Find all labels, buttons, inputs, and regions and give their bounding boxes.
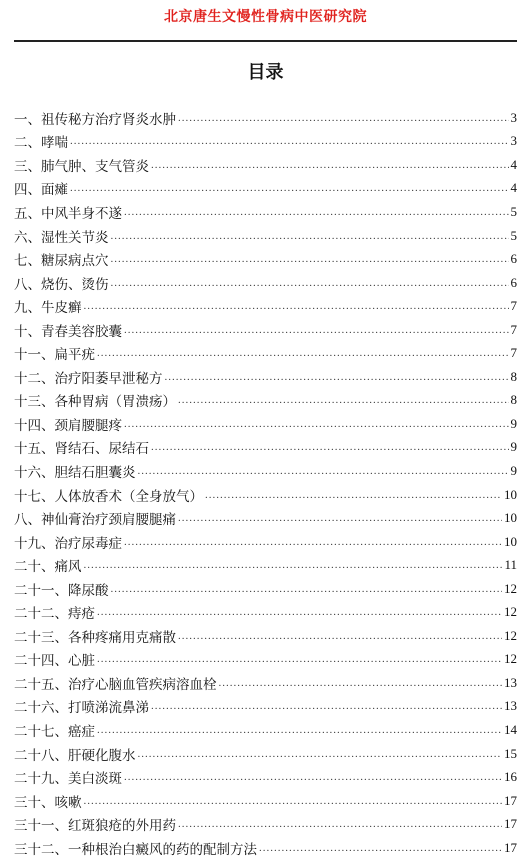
toc-entry-label: 一、祖传秘方治疗肾炎水肿 xyxy=(14,111,176,128)
toc-leader-dots xyxy=(84,795,503,807)
toc-entry-label: 二十、痛风 xyxy=(14,559,82,576)
toc-entry xyxy=(14,718,517,742)
toc-entry xyxy=(14,765,517,789)
toc-entry xyxy=(14,412,517,436)
toc-entry-label: 二十四、心脏 xyxy=(14,653,95,670)
toc-entry-page: 15 xyxy=(504,745,517,761)
toc-entry-page: 6 xyxy=(510,251,517,267)
toc-leader-dots xyxy=(124,324,509,336)
toc-leader-dots xyxy=(97,653,502,665)
toc-entry-page: 4 xyxy=(510,180,517,196)
toc-entry-label: 四、面瘫 xyxy=(14,182,68,199)
toc-entry-page: 4 xyxy=(510,156,517,172)
toc-entry xyxy=(14,177,517,201)
toc-entry-page: 10 xyxy=(504,533,517,549)
toc-entry-page: 10 xyxy=(504,510,517,526)
toc-entry-label: 三十二、一种根治白癜风的药的配制方法 xyxy=(14,841,257,858)
document-header: 北京唐生文慢性骨病中医研究院 xyxy=(164,9,367,25)
toc-entry-label: 五、中风半身不遂 xyxy=(14,205,122,222)
toc-leader-dots xyxy=(151,700,502,712)
toc-entry xyxy=(14,553,517,577)
toc-entry-page: 9 xyxy=(510,462,517,478)
toc-entry-label: 二十七、癌症 xyxy=(14,723,95,740)
toc-leader-dots xyxy=(138,748,503,760)
toc-leader-dots xyxy=(219,677,503,689)
toc-entry xyxy=(14,247,517,271)
toc-entry-page: 8 xyxy=(510,392,517,408)
toc-entry-label: 十、青春美容胶囊 xyxy=(14,323,122,340)
toc-entry xyxy=(14,341,517,365)
toc-entry-label: 二十三、各种疼痛用克痛散 xyxy=(14,629,176,646)
toc-leader-dots xyxy=(178,818,502,830)
toc-entry xyxy=(14,530,517,554)
toc-entry-page: 8 xyxy=(510,368,517,384)
toc-entry-label: 三十一、红斑狼疮的外用药 xyxy=(14,818,176,835)
toc-entry xyxy=(14,153,517,177)
toc-entry-page: 17 xyxy=(504,816,517,832)
toc-leader-dots xyxy=(124,771,502,783)
toc-entry-page: 9 xyxy=(510,439,517,455)
toc-entry-page: 7 xyxy=(510,321,517,337)
toc-leader-dots xyxy=(124,206,509,218)
toc-leader-dots xyxy=(178,394,509,406)
toc-entry xyxy=(14,789,517,813)
toc-entry-label: 十四、颈肩腰腿疼 xyxy=(14,417,122,434)
toc-entry-page: 12 xyxy=(504,627,517,643)
toc-entry xyxy=(14,130,517,154)
toc-entry-label: 二十二、痔疮 xyxy=(14,606,95,623)
toc-entry-label: 十五、肾结石、尿结石 xyxy=(14,441,149,458)
toc-entry-label: 十三、各种胃病（胃溃疡） xyxy=(14,394,176,411)
toc-entry xyxy=(14,271,517,295)
toc-entry xyxy=(14,459,517,483)
toc-entry-page: 13 xyxy=(504,674,517,690)
toc-leader-dots xyxy=(97,347,509,359)
toc-entry-label: 十九、治疗尿毒症 xyxy=(14,535,122,552)
toc-entry xyxy=(14,742,517,766)
toc-leader-dots xyxy=(97,724,502,736)
header-divider xyxy=(14,40,517,42)
toc-entry xyxy=(14,224,517,248)
toc-entry-label: 十七、人体放香术（全身放气） xyxy=(14,488,203,505)
toc-entry xyxy=(14,648,517,672)
toc-entry-label: 二十一、降尿酸 xyxy=(14,582,109,599)
toc-entry-page: 17 xyxy=(504,839,517,855)
toc-entry xyxy=(14,624,517,648)
toc-leader-dots xyxy=(259,842,502,854)
toc-entry-page: 3 xyxy=(510,133,517,149)
toc-entry-page: 16 xyxy=(504,769,517,785)
toc-leader-dots xyxy=(165,371,509,383)
toc-entry xyxy=(14,106,517,130)
toc-entry-label: 三、肺气肿、支气管炎 xyxy=(14,158,149,175)
toc-leader-dots xyxy=(151,159,509,171)
toc-entry-page: 10 xyxy=(504,486,517,502)
toc-leader-dots xyxy=(70,135,509,147)
toc-leader-dots xyxy=(111,583,503,595)
toc-entry-page: 5 xyxy=(510,227,517,243)
toc-leader-dots xyxy=(111,230,509,242)
toc-entry-label: 二十八、肝硬化腹水 xyxy=(14,747,136,764)
toc-entry xyxy=(14,389,517,413)
toc-entry-page: 6 xyxy=(510,274,517,290)
toc-list xyxy=(14,106,517,860)
toc-entry-label: 六、湿性关节炎 xyxy=(14,229,109,246)
toc-entry-label: 十二、治疗阳萎早泄秘方 xyxy=(14,370,163,387)
toc-entry-label: 二十五、治疗心脑血管疾病溶血栓 xyxy=(14,676,217,693)
toc-entry-label: 七、糖尿病点穴 xyxy=(14,253,109,270)
toc-entry xyxy=(14,294,517,318)
toc-title: 目录 xyxy=(247,62,284,83)
toc-leader-dots xyxy=(205,489,502,501)
toc-entry-page: 13 xyxy=(504,698,517,714)
toc-entry xyxy=(14,365,517,389)
toc-entry-label: 八、神仙膏治疗颈肩腰腿痛 xyxy=(14,512,176,529)
toc-leader-dots xyxy=(178,630,502,642)
toc-entry xyxy=(14,836,517,860)
toc-entry xyxy=(14,600,517,624)
toc-entry xyxy=(14,200,517,224)
toc-leader-dots xyxy=(124,418,509,430)
toc-leader-dots xyxy=(178,112,509,124)
toc-leader-dots xyxy=(178,512,502,524)
toc-entry-label: 三十、咳嗽 xyxy=(14,794,82,811)
toc-leader-dots xyxy=(70,182,509,194)
toc-entry xyxy=(14,318,517,342)
toc-entry-label: 二十九、美白淡斑 xyxy=(14,771,122,788)
toc-leader-dots xyxy=(97,606,502,618)
toc-entry-page: 7 xyxy=(510,298,517,314)
toc-entry-page: 17 xyxy=(504,792,517,808)
toc-entry xyxy=(14,577,517,601)
toc-entry xyxy=(14,812,517,836)
toc-entry-page: 12 xyxy=(504,580,517,596)
toc-entry-page: 11 xyxy=(504,557,517,573)
toc-leader-dots xyxy=(111,277,509,289)
toc-entry-label: 十六、胆结石胆囊炎 xyxy=(14,464,136,481)
toc-leader-dots xyxy=(151,441,509,453)
toc-entry-page: 12 xyxy=(504,651,517,667)
toc-entry-label: 十一、扁平疣 xyxy=(14,347,95,364)
toc-leader-dots xyxy=(84,559,503,571)
toc-entry xyxy=(14,483,517,507)
toc-entry xyxy=(14,436,517,460)
toc-entry-label: 八、烧伤、烫伤 xyxy=(14,276,109,293)
toc-entry-page: 3 xyxy=(510,109,517,125)
toc-entry-label: 二、哮喘 xyxy=(14,135,68,152)
toc-entry-label: 九、牛皮癣 xyxy=(14,300,82,317)
toc-leader-dots xyxy=(111,253,509,265)
toc-leader-dots xyxy=(124,536,502,548)
toc-entry xyxy=(14,506,517,530)
toc-entry-page: 14 xyxy=(504,721,517,737)
toc-entry-page: 12 xyxy=(504,604,517,620)
toc-entry xyxy=(14,695,517,719)
toc-leader-dots xyxy=(84,300,509,312)
toc-leader-dots xyxy=(138,465,509,477)
toc-entry-page: 9 xyxy=(510,415,517,431)
toc-entry-label: 二十六、打喷涕流鼻涕 xyxy=(14,700,149,717)
toc-entry xyxy=(14,671,517,695)
toc-entry-page: 7 xyxy=(510,345,517,361)
toc-entry-page: 5 xyxy=(510,203,517,219)
